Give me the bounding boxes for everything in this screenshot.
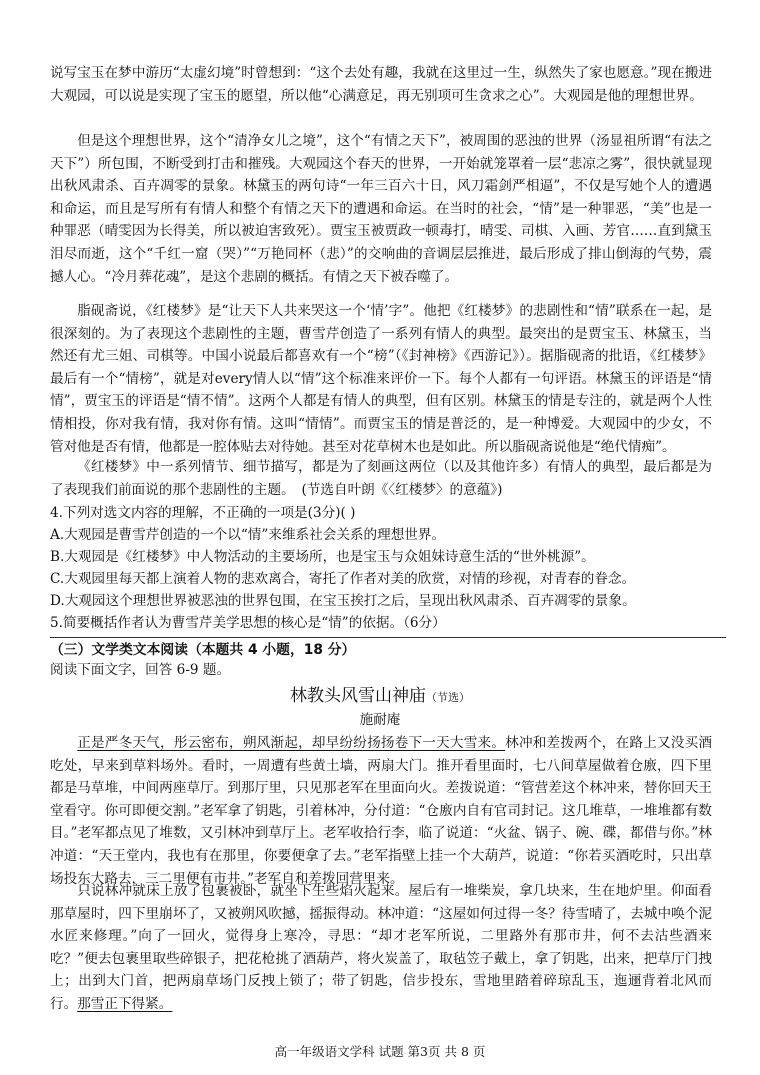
- story-paragraph-1: [50, 732, 712, 890]
- page-footer: 高一年级语文学科 试题 第3页 共 8 页: [274, 1044, 486, 1059]
- passage-paragraph-1: 说写宝玉在梦中游历“太虚幻境”时曾想到：“这个去处有趣，我就在这里过一生，纵然失了家也愿意。”现在搬进大观园，可以说是实现了宝玉的愿望，所以他“心满意足，再无别项可生贪求之心”。大观园是他的理想世界。: [50, 65, 712, 104]
- story-title: [0, 684, 760, 710]
- question-4-option-b: B.大观园是《红楼梦》中人物活动的主要场所，也是宝玉与众姐妹诗意生活的“世外桃源”。: [50, 549, 595, 565]
- passage-paragraph-3: 脂砚斋说，《红楼梦》是“让天下人共来哭这一个‘情’字”。他把《红楼梦》的悲剧性和“情”联系在一起，是很深刻的。为了表现这个悲剧性的主题，曹雪芹创造了一系列有情人的典型。最突出的是贾宝玉、林黛玉，当然还有尤三姐、司棋等。中国小说最后都喜欢有一个“榜”（《封神榜》《西游记》）。据脂砚斋的批语，《红楼梦》最后有一个“情榜”，就是对every情人以“情”这个标准来评价一下。每个人都有一句评语。林黛玉的评语是“情情”，贾宝玉的评语是“情不情”。这两个人都是有情人的典型，但有区别。林黛玉的情是专注的，就是两个人性情相投，你对我有情，我对你有情。这叫“情情”。而贾宝玉的情是普泛的，是一种博爱。大观园中的少女，不管对他是否有情，他都是一腔体贴去对待她。甚至对花草树木也是如此。所以脂砚斋说他是“绝代情痴”。: [50, 303, 712, 455]
- story-underlined-sentence-2: 那雪正下得紧。: [77, 995, 173, 1012]
- story-paragraph-2: [50, 880, 712, 1016]
- passage-paragraph-4: 《红楼梦》中一系列情节、细节描写，都是为了刻画这两位（以及其他许多）有情人的典型，最后都是为了表现我们前面说的那个悲剧性的主题。 (节选自叶朗《〈红楼梦〉的意蕴》): [50, 459, 712, 498]
- section-divider: [50, 637, 726, 638]
- story-paragraph-2-main: 只说林冲就床上放了包裹被卧，就坐下生些焰火起来。屋后有一堆柴炭，拿几块来，生在地炉里。仰面看那草屋时，四下里崩坏了，又被朔风吹撼，摇振得动。林冲道：“这屋如何过得一冬？待雪晴了，去城中唤个泥水匠来修理。”向了一回火，觉得身上寒冷，寻思：“却才老军所说，二里路外有那市井，何不去沽些酒来吃？”便去包裹里取些碎银子，把花枪挑了酒葫芦，将火炭盖了，取毡笠子戴上，拿了钥匙，出来，把草厅门拽上；出到大门首，把两扇草场门反拽上锁了；带了钥匙，信步投东，雪地里踏着碎琼乱玉，迤逦背着北风而行。: [50, 883, 712, 1012]
- question-4-option-c: C.大观园里每天都上演着人物的悲欢离合，寄托了作者对美的欣赏，对情的珍视，对青春的眷念。: [50, 571, 636, 587]
- section-3-instruction: 阅读下面文字，回答 6-9 题。: [50, 662, 231, 678]
- story-author: 施耐庵: [359, 712, 401, 728]
- question-5: 5.简要概括作者认为曹雪芹美学思想的核心是“情”的依据。（6分）: [50, 615, 446, 631]
- passage-paragraph-2: 但是这个理想世界，这个“清净女儿之境”，这个“有情之天下”，被周围的恶浊的世界（汤显祖所谓“有法之天下”）所包围，不断受到打击和摧残。大观园这个春天的世界，一开始就笼罩着一层“悲凉之雾”，很快就显现出秋风肃杀、百卉凋零的景象。林黛玉的两句诗“一年三百六十日，风刀霜剑严相逼”，不仅是写她个人的遭遇和命运，而且是写所有有情人和整个有情之天下的遭遇和命运。在当时的社会，“情”是一种罪恶，“美”也是一种罪恶（晴雯因为长得美，所以被迫害致死）。贾宝玉被贾政一顿毒打，晴雯、司棋、入画、芳官……直到黛玉泪尽而逝，这个“千红一窟（哭）”“万艳同杯（悲）”的交响曲的音调层层推进，最后形成了排山倒海的气势，震撼人心。“冷月葬花魂”，是这个悲剧的概括。有情之天下被吞噬了。: [50, 133, 712, 285]
- question-4-option-d: D.大观园这个理想世界被恶浊的世界包围，在宝玉挨打之后，呈现出秋风肃杀、百卉凋零的景象。: [50, 593, 636, 609]
- question-4-stem: 4.下列对选文内容的理解，不正确的一项是(3分)( ): [50, 505, 356, 521]
- story-title-note: （节选）: [426, 691, 470, 704]
- story-paragraph-1-rest: 林冲和差拨两个，在路上又没买酒吃处，早来到草料场外。看时，一周遭有些黄土墙，两扇大门。推开看里面时，七八间草屋做着仓廒，四下里都是马草堆，中间两座草厅。到那厅里，只见那老军在里面向火。差拨说道：“管营差这个林冲来，替你回天王堂看守。你可即便交割。”老军拿了钥匙，引着林冲，分付道：“仓廒内自有官司封记。这几堆草，一堆堆都有数目。”老军都点见了堆数，又引林冲到草厅上。老军收拾行李，临了说道：“火盆、锅子、碗、碟，都借与你。”林冲道：“天王堂内，我也有在那里，你要便拿了去。”老军指壁上挂一个大葫芦，说道：“你若买酒吃时，只出草场投东大路去，三二里便有市井。”老军自和差拨回营里来。: [50, 735, 713, 887]
- question-4-option-a: A.大观园是曹雪芹创造的一个以“情”来维系社会关系的理想世界。: [50, 527, 446, 543]
- section-3-heading: （三）文学类文本阅读（本题共 4 小题，18 分）: [50, 642, 356, 658]
- story-underlined-sentence-1: 正是严冬天气，彤云密布，朔风渐起，却早纷纷扬扬卷下一天大雪来。: [77, 735, 506, 751]
- story-title-text: 林教头风雪山神庙: [290, 686, 426, 706]
